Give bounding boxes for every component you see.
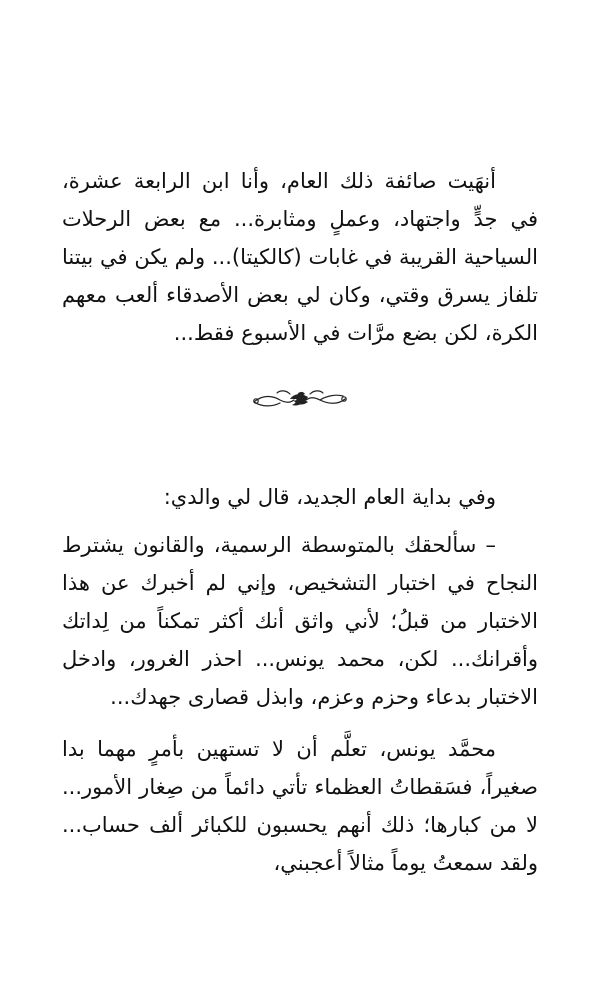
paragraph-father-speech: – سألحقك بالمتوسطة الرسمية، والقانون يشترط النجاح في اختبار التشخيص، وإني لم أخبرك عن هذا الاختبار من قبلُ؛ لأني واثق أنك أكثر تمكناً من لِداتك وأقرانك... لكن، محمد يونس... احذر الغرور، وادخل الاختبار بدعاء وحزم وعزم، وابذل قصارى جهدك... xyxy=(62,533,538,709)
paragraph-advice: محمَّد يونس، تعلَّم أن لا تستهين بأمرٍ مهما بدا صغيراً، فسَقطاتُ العظماء تأتي دائماً من صِغار الأمور... لا من كبارها؛ ذلك أنهم يحسبون للكبائر ألف حساب... ولقد سمعتُ يوماً مثالاً أعجبني، xyxy=(62,737,538,875)
spacer xyxy=(62,716,538,730)
book-page xyxy=(62,162,538,882)
flourish-ornament-icon xyxy=(250,385,350,415)
ornament-divider xyxy=(62,380,538,420)
spacer xyxy=(62,516,538,526)
spacer xyxy=(62,420,538,478)
paragraph-father-said: وفي بداية العام الجديد، قال لي والدي: xyxy=(163,485,496,509)
spacer xyxy=(62,352,538,380)
paragraph-summer: أنهَيت صائفة ذلك العام، وأنا ابن الرابعة عشرة، في جدٍّ واجتهاد، وعملٍ ومثابرة... مع بعض الرحلات السياحية القريبة في غابات (كالكيتا)... ولم يكن في بيتنا تلفاز يسرق وقتي، وكان لي بعض الأصدقاء ألعب معهم الكرة، لكن بضع مرَّات في الأسبوع فقط... xyxy=(62,169,538,345)
